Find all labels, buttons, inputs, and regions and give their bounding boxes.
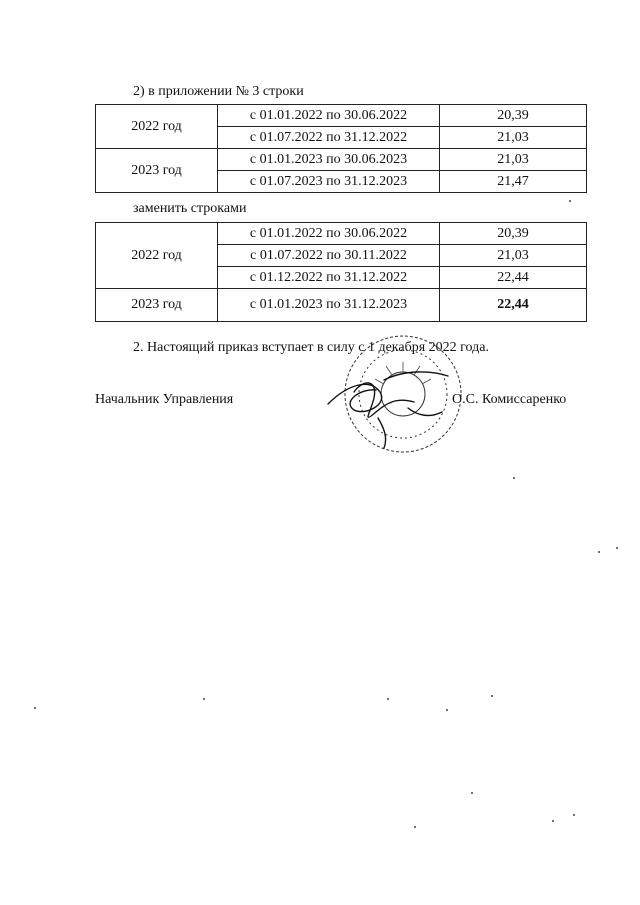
year-cell: 2023 год — [96, 289, 218, 322]
value-cell: 20,39 — [440, 223, 587, 245]
year-cell: 2022 год — [96, 105, 218, 149]
period-cell: с 01.12.2022 по 31.12.2022 — [218, 267, 440, 289]
period-cell: с 01.01.2023 по 30.06.2023 — [218, 149, 440, 171]
seal-stamp-icon — [318, 332, 468, 462]
period-cell: с 01.07.2022 по 31.12.2022 — [218, 127, 440, 149]
value-cell: 20,39 — [440, 105, 587, 127]
year-cell: 2022 год — [96, 223, 218, 289]
period-cell: с 01.07.2022 по 30.11.2022 — [218, 245, 440, 267]
clause-2-text: 2. Настоящий приказ вступает в силу с 1 декабря 2022 года. — [133, 340, 489, 355]
period-cell: с 01.01.2022 по 30.06.2022 — [218, 223, 440, 245]
signatory-name: О.С. Комиссаренко — [452, 392, 567, 407]
table-row — [96, 223, 587, 245]
table-row — [96, 289, 587, 322]
new-rows-table — [95, 222, 587, 322]
period-cell: с 01.01.2023 по 31.12.2023 — [218, 289, 440, 322]
period-cell: с 01.07.2023 по 31.12.2023 — [218, 171, 440, 193]
signatory-position: Начальник Управления — [95, 392, 234, 407]
value-cell: 21,03 — [440, 149, 587, 171]
value-cell: 21,47 — [440, 171, 587, 193]
value-cell: 22,44 — [440, 289, 587, 322]
value-cell: 21,03 — [440, 245, 587, 267]
year-cell: 2023 год — [96, 149, 218, 193]
table-row — [96, 105, 587, 127]
replace-label: заменить строками — [133, 201, 247, 216]
period-cell: с 01.01.2022 по 30.06.2022 — [218, 105, 440, 127]
old-rows-table — [95, 104, 587, 193]
value-cell: 21,03 — [440, 127, 587, 149]
table-row — [96, 149, 587, 171]
value-cell: 22,44 — [440, 267, 587, 289]
intro-text: 2) в приложении № 3 строки — [133, 84, 304, 99]
